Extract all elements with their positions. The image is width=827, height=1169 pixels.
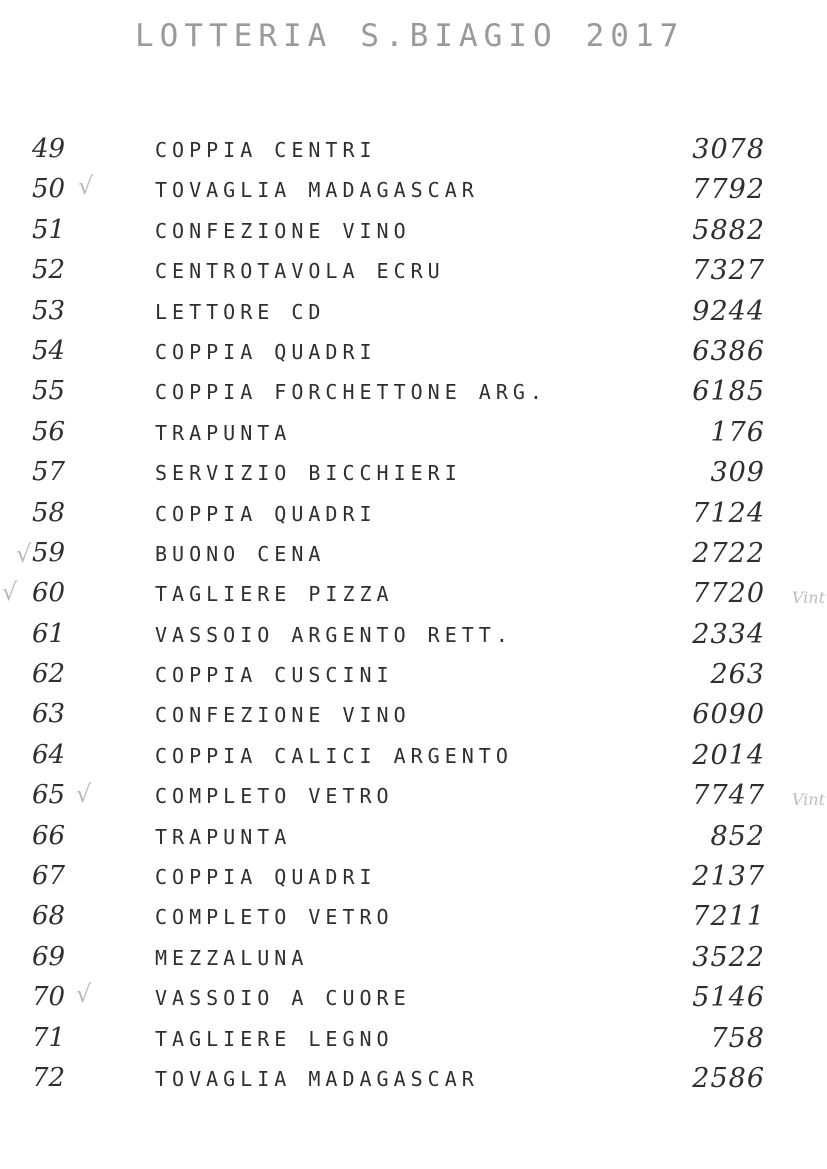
ticket-number: 64: [32, 739, 66, 770]
ticket-number: 72: [32, 1062, 66, 1093]
prize-row: [0, 128, 827, 168]
prize-name: TRAPUNTA: [155, 824, 292, 849]
ticket-number: 66: [32, 820, 66, 851]
prize-row: [0, 168, 827, 208]
prize-name: COPPIA QUADRI: [155, 865, 377, 890]
winning-number: 7211: [692, 901, 765, 933]
ticket-number: 71: [32, 1022, 66, 1053]
winning-number: 6090: [692, 699, 765, 731]
check-mark-65: √: [76, 780, 92, 808]
ticket-number: 58: [32, 497, 66, 528]
prize-row: [0, 492, 827, 532]
prize-row: [0, 895, 827, 935]
prize-row: [0, 209, 827, 249]
winning-number: 2014: [692, 739, 765, 771]
winning-number: 7327: [692, 255, 765, 287]
ticket-number: 56: [32, 416, 66, 447]
ticket-number: 50: [32, 174, 66, 205]
prize-name: TRAPUNTA: [155, 420, 292, 445]
prize-row: [0, 734, 827, 774]
winning-number: 852: [710, 820, 765, 852]
title-lotteria: LOTTERIA: [135, 18, 333, 54]
ticket-number: 70: [32, 982, 66, 1013]
prize-name: TAGLIERE LEGNO: [155, 1026, 394, 1051]
ticket-number: 61: [32, 618, 66, 649]
prize-name: SERVIZIO BICCHIERI: [155, 461, 462, 486]
winning-number: 7792: [692, 174, 765, 206]
check-mark-60: √: [2, 578, 18, 606]
prize-row: [0, 1017, 827, 1057]
winning-number: 758: [710, 1022, 765, 1054]
prize-name: LETTORE CD: [155, 299, 326, 324]
winning-number: 176: [710, 416, 765, 448]
check-mark-50: √: [78, 172, 94, 200]
ticket-number: 67: [32, 861, 66, 892]
ticket-number: 62: [32, 659, 66, 690]
winning-number: 263: [710, 659, 765, 691]
winning-number: 3522: [692, 941, 765, 973]
ticket-number: 63: [32, 699, 66, 730]
prize-row: [0, 572, 827, 612]
prize-name: COMPLETO VETRO: [155, 905, 394, 930]
prize-name: COPPIA QUADRI: [155, 501, 377, 526]
ticket-number: 53: [32, 295, 66, 326]
prize-name: COPPIA QUADRI: [155, 339, 377, 364]
prize-list: [0, 128, 827, 1097]
prize-name: BUONO CENA: [155, 541, 326, 566]
prize-name: VASSOIO A CUORE: [155, 986, 411, 1011]
ticket-number: 52: [32, 255, 66, 286]
ticket-number: 54: [32, 335, 66, 366]
winning-number: 2586: [692, 1062, 765, 1094]
prize-name: TAGLIERE PIZZA: [155, 582, 394, 607]
ticket-number: 51: [32, 214, 66, 245]
prize-row: [0, 693, 827, 733]
check-mark-70: √: [76, 980, 92, 1008]
check-mark-59: √: [16, 540, 32, 568]
winning-number: 2722: [692, 537, 765, 569]
winning-number: 2137: [692, 861, 765, 893]
prize-name: COPPIA CENTRI: [155, 138, 377, 162]
prize-row: [0, 290, 827, 330]
ticket-number: 69: [32, 941, 66, 972]
prize-row: [0, 370, 827, 410]
vint-mark-60: Vint: [791, 588, 825, 607]
winning-number: 5882: [692, 214, 765, 246]
winning-number: 2334: [692, 618, 765, 650]
prize-name: COPPIA FORCHETTONE ARG.: [155, 380, 547, 405]
prize-row: [0, 249, 827, 289]
prize-name: MEZZALUNA: [155, 945, 309, 970]
ticket-number: 49: [32, 134, 66, 164]
winning-number: 6386: [692, 335, 765, 367]
prize-row: [0, 774, 827, 814]
winning-number: 6185: [692, 376, 765, 408]
prize-name: COMPLETO VETRO: [155, 784, 394, 809]
ticket-number: 68: [32, 901, 66, 932]
prize-row: [0, 613, 827, 653]
prize-row: [0, 1057, 827, 1097]
prize-row: [0, 815, 827, 855]
prize-row: [0, 532, 827, 572]
ticket-number: 55: [32, 376, 66, 407]
prize-name: CONFEZIONE VINO: [155, 703, 411, 728]
title-event: S.BIAGIO: [360, 18, 558, 54]
page-title: [135, 18, 684, 54]
prize-name: TOVAGLIA MADAGASCAR: [155, 1066, 479, 1091]
ticket-number: 60: [32, 578, 66, 609]
ticket-number: 57: [32, 457, 66, 488]
prize-row: [0, 855, 827, 895]
winning-number: 7124: [692, 497, 765, 529]
prize-row: [0, 330, 827, 370]
ticket-number: 59: [32, 537, 66, 568]
winning-number: 7720: [692, 578, 765, 610]
winning-number: 7747: [692, 780, 765, 812]
winning-number: 309: [710, 457, 765, 489]
prize-name: TOVAGLIA MADAGASCAR: [155, 178, 479, 203]
prize-name: VASSOIO ARGENTO RETT.: [155, 622, 513, 647]
prize-row: [0, 976, 827, 1016]
prize-row: [0, 451, 827, 491]
ticket-number: 65: [32, 780, 66, 811]
prize-row: [0, 936, 827, 976]
winning-number: 3078: [692, 134, 765, 165]
vint-mark-65: Vint: [791, 790, 825, 809]
prize-name: CONFEZIONE VINO: [155, 218, 411, 243]
title-year: 2017: [585, 18, 685, 54]
prize-name: COPPIA CUSCINI: [155, 663, 394, 688]
prize-row: [0, 411, 827, 451]
prize-row: [0, 653, 827, 693]
prize-name: CENTROTAVOLA ECRU: [155, 259, 445, 284]
winning-number: 9244: [692, 295, 765, 327]
winning-number: 5146: [692, 982, 765, 1014]
prize-name: COPPIA CALICI ARGENTO: [155, 743, 513, 768]
